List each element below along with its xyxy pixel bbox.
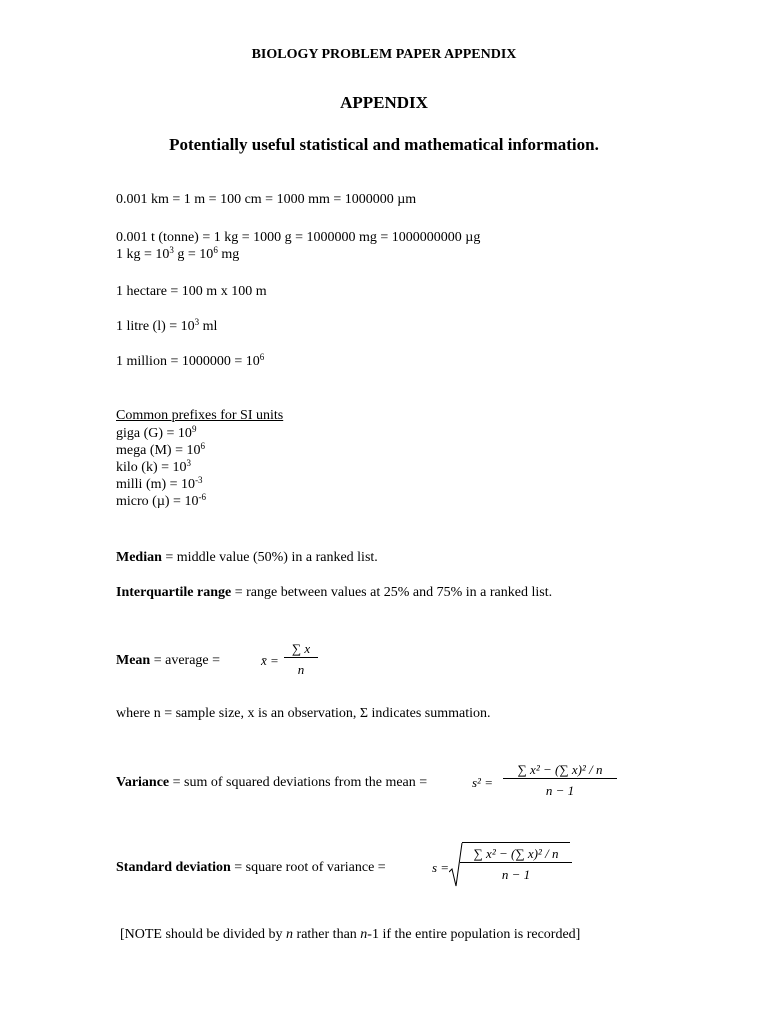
stddev-formula bbox=[460, 846, 572, 882]
variance-lhs: s² = bbox=[472, 775, 493, 790]
variance-definition: Variance = sum of squared deviations from the mean = bbox=[116, 775, 428, 790]
kg-conversion: 1 kg = $10^3$ $g = 10^6$ mg bbox=[116, 245, 240, 262]
stddev-numerator: ∑ x² − (∑ x)² / n bbox=[473, 846, 559, 861]
variance-denominator: n − 1 bbox=[503, 778, 617, 799]
million-conversion: 1 million = $1000000 = 10^6$ bbox=[116, 352, 265, 369]
mean-denominator: n bbox=[284, 657, 318, 678]
median-definition: Median = middle value (50%) in a ranked list. bbox=[116, 550, 378, 565]
hectare-conversion: 1 hectare = 100 m x 100 m bbox=[116, 284, 267, 299]
prefix-item: milli $(m) = 10^{-3}$ bbox=[116, 475, 203, 492]
length-conversion: 0.001 km = 1 m = 100 cm = 1000 mm = 1000000 µm bbox=[116, 192, 417, 207]
page-header: BIOLOGY PROBLEM PAPER APPENDIX bbox=[251, 47, 517, 62]
mean-formula bbox=[284, 641, 318, 677]
prefix-item: giga $(G) = 10^9$ bbox=[116, 424, 197, 441]
mass-conversion: 0.001 t (tonne) = 1 kg = 1000 g = 1000000 mg = 1000000000 µg bbox=[116, 230, 481, 245]
variance-formula bbox=[503, 762, 617, 798]
prefixes-heading: Common prefixes for SI units bbox=[116, 408, 284, 423]
mean-numerator: ∑ x bbox=[291, 641, 311, 656]
page-title: APPENDIX bbox=[340, 93, 428, 112]
prefix-item: mega $(M) = 10^6$ bbox=[116, 441, 205, 458]
variance-numerator: ∑ x² − (∑ x)² / n bbox=[517, 762, 603, 777]
mean-lhs: x̄ = bbox=[261, 653, 279, 668]
where-note: where n = sample size, x is an observation, Σ indicates summation. bbox=[116, 706, 491, 721]
stddev-definition: Standard deviation = square root of variance = bbox=[116, 860, 386, 875]
page-subtitle: Potentially useful statistical and mathematical information. bbox=[169, 135, 599, 154]
stddev-lhs: s = bbox=[432, 860, 450, 875]
prefix-item: micro $(\mu) = 10^{-6}$ bbox=[116, 492, 206, 509]
square-root-bar bbox=[462, 842, 570, 843]
prefix-item: kilo $(k) = 10^3$ bbox=[116, 458, 191, 475]
litre-conversion: 1 litre $(l) = 10^3$ ml bbox=[116, 317, 218, 334]
stddev-denominator: n − 1 bbox=[460, 862, 572, 883]
population-note: [NOTE should be divided by n rather than n-1 if the entire population is recorded] bbox=[120, 927, 581, 942]
mean-definition: Mean = average = bbox=[116, 653, 221, 668]
iqr-definition: Interquartile range = range between values at 25% and 75% in a ranked list. bbox=[116, 585, 553, 600]
